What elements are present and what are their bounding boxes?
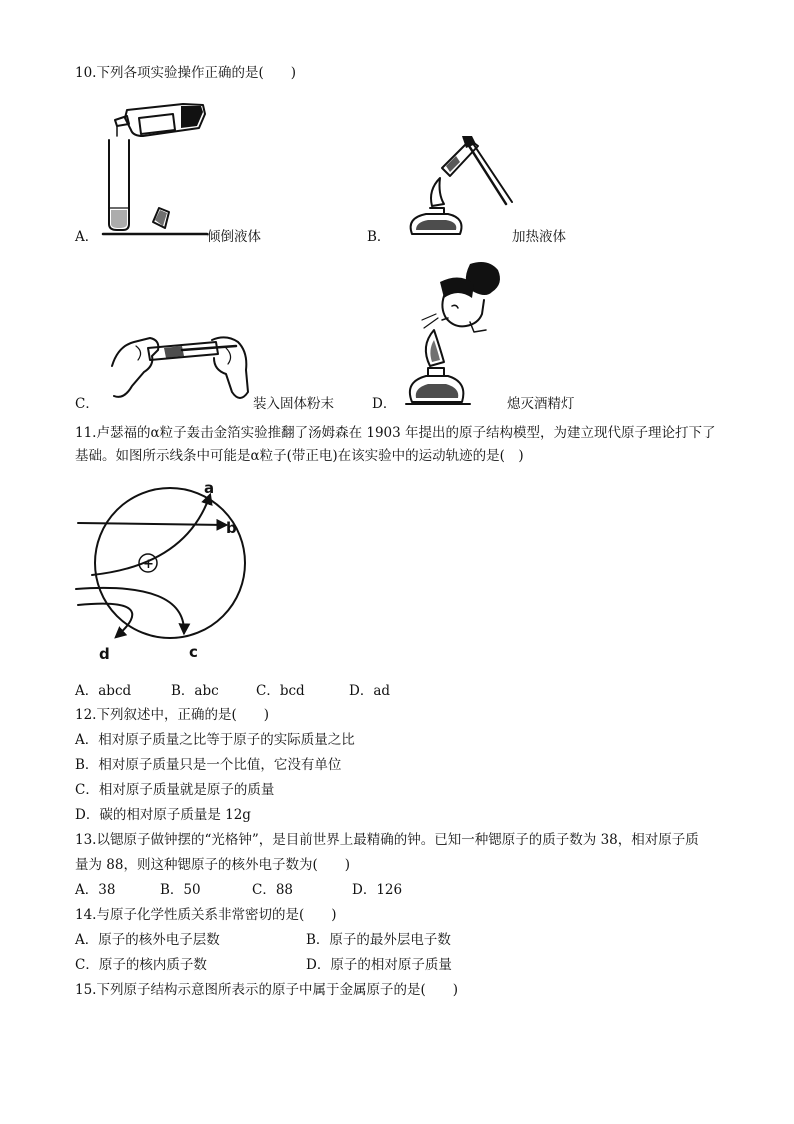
q13-stem-line1: 13.以锶原子做钟摆的“光格钟”，是目前世界上最精确的钟。已知一种锶原子的质子数为 38，相对原子质: [75, 832, 699, 848]
q10-option-b-caption: 加热液体: [512, 229, 566, 245]
q10-option-b-letter: B．: [367, 229, 391, 245]
q13-option-c: C．88: [252, 882, 294, 898]
q10-option-d-letter: D．: [372, 396, 397, 412]
q14-option-c: C．原子的核内质子数: [75, 957, 207, 973]
label-b: b: [226, 519, 237, 537]
q10-option-a-letter: A．: [75, 229, 99, 245]
q15-stem: 15.下列原子结构示意图所表示的原子中属于金属原子的是( ): [75, 982, 459, 998]
trajectory-d: [78, 604, 132, 637]
q14-stem: 14.与原子化学性质关系非常密切的是( ): [75, 907, 337, 923]
q14-option-d: D．原子的相对原子质量: [306, 957, 452, 973]
q10-option-c-caption: 装入固体粉末: [253, 396, 334, 412]
q13-option-b: B．50: [160, 882, 201, 898]
q12-option-d: D．碳的相对原子质量是 12g: [75, 807, 251, 823]
q14-option-a: A．原子的核外电子层数: [75, 932, 220, 948]
q14-option-b: B．原子的最外层电子数: [306, 932, 451, 948]
q11-option-a: A．abcd: [75, 683, 132, 699]
q13-stem-line2: 量为 88，则这种锶原子的核外电子数为( ): [75, 857, 351, 873]
q10-option-d-caption: 熄灭酒精灯: [507, 396, 575, 412]
alpha-scattering-diagram: [76, 477, 246, 667]
label-a: a: [204, 479, 215, 497]
q11-option-b: B．abc: [171, 683, 219, 699]
heating-liquid-figure: [402, 134, 514, 240]
q13-option-a: A．38: [75, 882, 116, 898]
pouring-liquid-figure: [103, 96, 208, 240]
q10-option-c-letter: C．: [75, 396, 99, 412]
label-d: d: [99, 645, 110, 663]
blowing-lamp-figure: [400, 258, 508, 406]
label-c: c: [189, 643, 198, 661]
q12-option-b: B．相对原子质量只是一个比值，它没有单位: [75, 757, 342, 773]
atom-circle: [95, 488, 245, 638]
nucleus-label: +: [143, 557, 154, 572]
q10-option-a-caption: 倾倒液体: [207, 229, 261, 245]
q12-option-a: A．相对原子质量之比等于原子的实际质量之比: [75, 732, 355, 748]
q11-stem-line2: 基础。如图所示线条中可能是α粒子(带正电)在该实验中的运动轨迹的是( ): [75, 448, 524, 464]
q13-option-d: D．126: [352, 882, 403, 898]
q12-stem: 12.下列叙述中，正确的是( ): [75, 707, 270, 723]
q11-option-d: D．ad: [349, 683, 391, 699]
q11-stem-line1: 11.卢瑟福的α粒子轰击金箔实验推翻了汤姆森在 1903 年提出的原子结构模型，为建立现代原子理论打下了: [75, 425, 716, 441]
trajectory-b: [78, 523, 226, 525]
q11-option-c: C．bcd: [256, 683, 305, 699]
loading-powder-figure: [108, 326, 253, 406]
q10-stem: 10.下列各项实验操作正确的是( ): [75, 65, 297, 81]
q12-option-c: C．相对原子质量就是原子的质量: [75, 782, 275, 798]
